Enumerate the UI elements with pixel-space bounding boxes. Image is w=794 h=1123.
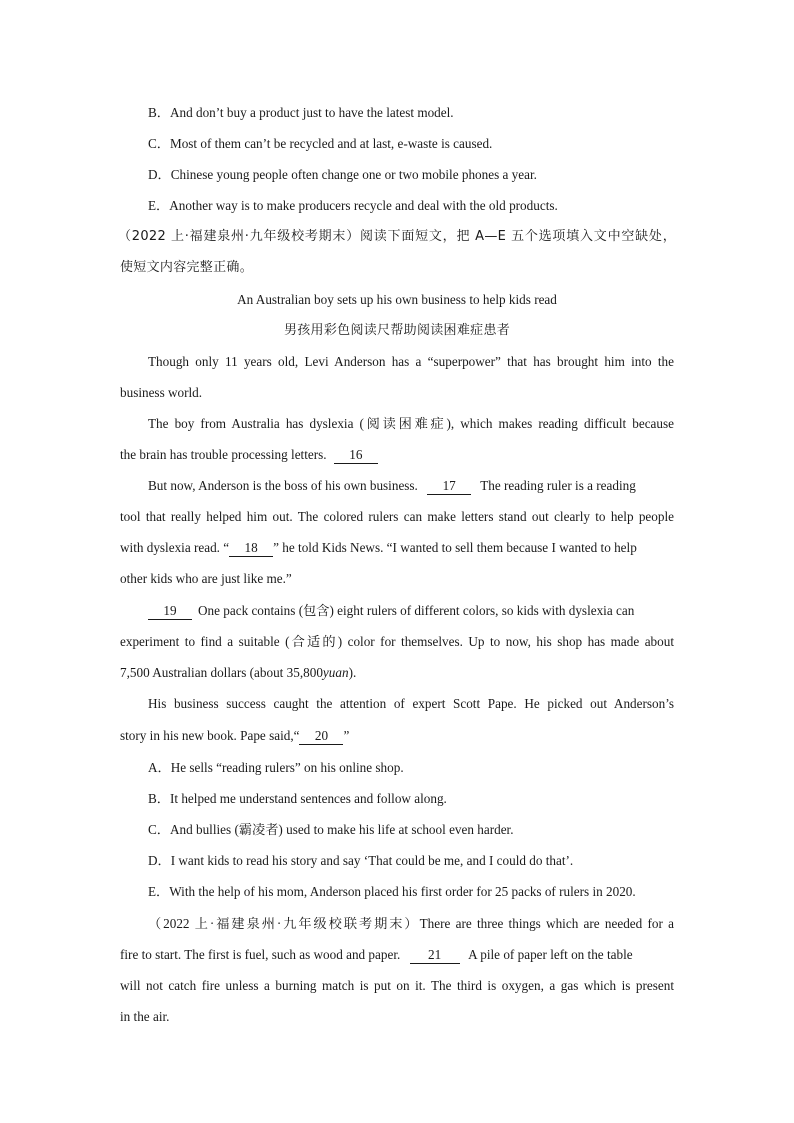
task-instruction-line2: 使短文内容完整正确。 [120,260,254,275]
task3-line3: will not catch fire unless a burning match is put on it. The third is oxygen, a gas which is present [120,978,674,993]
paragraph5-line1: His business success caught the attention of expert Scott Pape. He picked out Anderson’s [148,696,674,711]
option-d: D．I want kids to read his story and say ‘That could be me, and I could do that’. [148,853,574,868]
paragraph5-text-b: ” [343,728,350,743]
paragraph4-text-b: 7,500 Australian dollars (about 35,800 [120,665,323,680]
option-d-prev: D．Chinese young people often change one or two mobile phones a year. [148,167,537,182]
paragraph5-line2 [120,726,349,746]
paragraph2-line2 [120,445,378,465]
paragraph5-text-a: story in his new book. Pape said,“ [120,728,300,743]
paragraph4-line2: experiment to find a suitable (合适的) color for themselves. Up to now, his shop has made about [120,634,674,649]
paragraph2-text: the brain has trouble processing letters. [120,447,327,462]
paragraph3-line4: other kids who are just like me.” [120,571,292,586]
article-title-english: An Australian boy sets up his own business to help kids read [237,292,557,307]
task3-line2 [120,945,633,965]
option-c-prev: C．Most of them can’t be recycled and at last, e-waste is caused. [148,136,493,151]
paragraph3-text-d: ” he told Kids News. “I wanted to sell them because I wanted to help [273,540,637,555]
blank-20[interactable]: 20 [299,728,343,745]
option-b-prev: B．And don’t buy a product just to have the latest model. [148,105,454,120]
article-title-chinese: 男孩用彩色阅读尺帮助阅读困难症患者 [283,323,511,338]
blank-17[interactable]: 17 [427,478,471,495]
paragraph4-text-c: ). [348,665,357,680]
paragraph4-line3 [120,663,356,683]
paragraph1-line2: business world. [120,385,203,400]
paragraph3-line3 [120,538,637,558]
paragraph3-text-c: with dyslexia read. “ [120,540,230,555]
blank-16[interactable]: 16 [334,447,378,464]
option-e-prev: E．Another way is to make producers recycle and deal with the old products. [148,198,558,213]
paragraph1-line1: Though only 11 years old, Levi Anderson has a “superpower” that has brought him into the [148,354,674,369]
task3-text-b: A pile of paper left on the table [468,947,633,962]
paragraph2-line1: The boy from Australia has dyslexia (阅读困难症), which makes reading difficult because [148,416,674,431]
blank-19[interactable]: 19 [148,603,192,620]
paragraph4-line1 [148,601,634,621]
option-c: C．And bullies (霸凌者) used to make his life at school even harder. [148,822,514,837]
task3-line4: in the air. [120,1009,170,1024]
option-b: B．It helped me understand sentences and follow along. [148,791,447,806]
paragraph4-yuan: yuan [322,665,349,680]
blank-18[interactable]: 18 [229,540,273,557]
blank-21[interactable]: 21 [410,947,460,964]
option-e: E．With the help of his mom, Anderson placed his first order for 25 packs of rulers in 2020. [148,884,636,899]
task-instruction-line1: （2022 上·福建泉州·九年级校考期末）阅读下面短文，把 A—E 五个选项填入文中空缺处， [118,229,676,244]
task3-text-a: fire to start. The first is fuel, such as wood and paper. [120,947,401,962]
option-a: A．He sells “reading rulers” on his online shop. [148,760,404,775]
paragraph4-text-a: One pack contains (包含) eight rulers of different colors, so kids with dyslexia can [198,603,635,618]
task3-line1: （2022 上·福建泉州·九年级校联考期末）There are three things which are needed for a [148,916,674,931]
paragraph3-text-b: The reading ruler is a reading [480,478,636,493]
paragraph3-line1 [148,476,636,496]
paragraph3-text-a: But now, Anderson is the boss of his own business. [148,478,418,493]
paragraph3-line2: tool that really helped him out. The colored rulers can make letters stand out clearly to help people [120,509,674,524]
